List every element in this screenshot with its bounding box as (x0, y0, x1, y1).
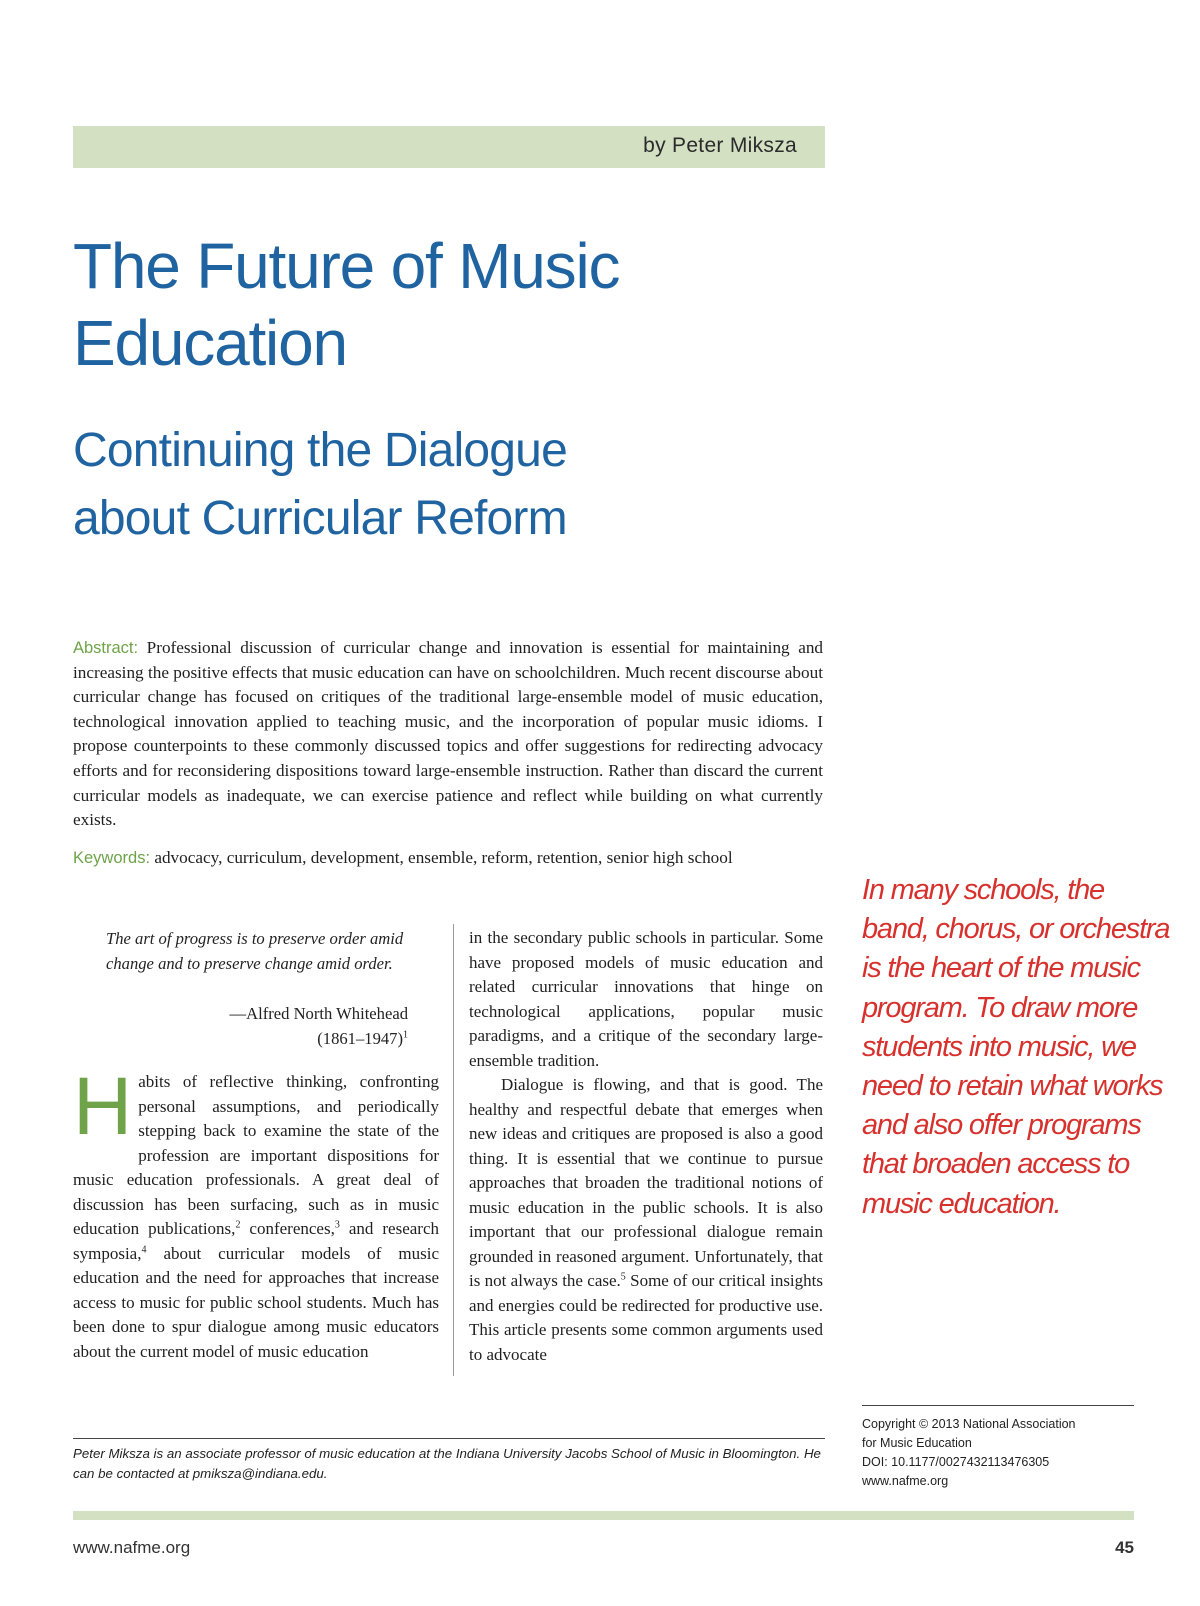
col1-text-d: about curricular models of music education and the need for approaches that increase access to music for public school students. Much has been done to spur dialogue among music educators about the current model of music education (73, 1243, 439, 1361)
footer-site: www.nafme.org (73, 1538, 191, 1557)
abstract (73, 636, 823, 833)
col1-text-c: and research symposia, (73, 1219, 440, 1263)
subtitle-line-2: about Curricular Reform (73, 492, 567, 545)
author-footnote: Peter Miksza is an associate professor of music education at the Indiana University Jacobs School of Music in Bloomington. He can be contacted at pmiksza@indiana.edu. (73, 1446, 821, 1481)
col2-paragraph-2 (469, 1073, 823, 1367)
epigraph-note: 1 (403, 1029, 408, 1041)
pull-quote: In many schools, the band, chorus, or orchestra is the heart of the music program. To draw more students into music, we need to retain what works and also offer programs that broaden access to music education. (862, 874, 1170, 1220)
keywords-text: advocacy, curriculum, development, ensemble, reform, retention, senior high school (154, 848, 733, 867)
epigraph-years-line (106, 1026, 408, 1051)
keywords (73, 846, 833, 870)
epigraph-years: (1861–1947) (317, 1029, 403, 1048)
footnote-ref-5: 5 (620, 1271, 626, 1283)
abstract-text: Professional discussion of curricular change and innovation is essential for maintaining and increasing the positive effects that music education can have on schoolchildren. Much recent discourse about curricular change has focused on critiques of the traditional large-ensemble model of music education, technological innovation applied to teaching music, and the incorporation of popular music idioms. I propose counterpoints to these commonly discussed topics and offer suggestions for redirecting advocacy efforts and for reconsidering dispositions toward large-ensemble instruction. Rather than discard the current curricular models as inadequate, we can exercise patience and reflect while building on what currently exists. (73, 638, 824, 830)
footnote-rule (73, 1438, 825, 1439)
byline: by Peter Miksza (643, 134, 797, 157)
byline-bar (73, 126, 825, 168)
title-line-2: Education (73, 307, 347, 379)
col2-paragraph-1: in the secondary public schools in particular. Some have proposed models of music education and related curricular innovations that hinge on technological applications, popular music paradigms, and a critique of the secondary large-ensemble tradition. (469, 928, 823, 1070)
copyright-line-2: for Music Education (862, 1436, 972, 1450)
col1-text-b: conferences, (240, 1219, 335, 1238)
subtitle-line-1: Continuing the Dialogue (73, 424, 567, 477)
drop-cap: H (73, 1061, 133, 1152)
col2-text-b: Some of our critical insights and energies could be redirected for productive use. This article presents some common arguments used to advocate (469, 1271, 823, 1364)
abstract-label: Abstract: (73, 639, 139, 657)
copyright-line-1: Copyright © 2013 National Association (862, 1417, 1076, 1431)
doi: DOI: 10.1177/0027432113476305 (862, 1455, 1050, 1469)
footnote-ref-4: 4 (141, 1243, 147, 1255)
article-title (73, 228, 833, 382)
column-divider (453, 924, 454, 1376)
col1-text-a: abits of reflective thinking, confronting personal assumptions, and periodically stepping back to examine the state of the profession are important dispositions for music education professionals. A great deal of discussion has been surfacing, such as in music education publications, (73, 1072, 439, 1238)
keywords-label: Keywords: (73, 849, 151, 867)
epigraph-attribution (106, 1001, 408, 1051)
body-column-1 (73, 1061, 440, 1364)
footnote-ref-3: 3 (334, 1219, 340, 1231)
footnote-ref-2: 2 (235, 1219, 241, 1231)
title-line-1: The Future of Music (73, 230, 620, 302)
page-number: 45 (1115, 1538, 1134, 1557)
epigraph-author: —Alfred North Whitehead (229, 1004, 408, 1023)
copyright-note (862, 1415, 1152, 1491)
footer-bar (73, 1511, 1134, 1520)
article-subtitle (73, 417, 833, 553)
col2-text-a: Dialogue is flowing, and that is good. The healthy and respectful debate that emerges when new ideas and critiques are proposed is also a good thing. It is essential that we continue to pursue approaches that broaden the traditional notions of music education in the public schools. It is also important that our professional dialogue remain grounded in reasoned argument. Unfortunately, that is not always the case. (469, 1075, 823, 1290)
sidenote-site: www.nafme.org (862, 1474, 949, 1488)
sidenote-rule (862, 1405, 1134, 1406)
body-column-2 (469, 926, 823, 1367)
epigraph-quote: The art of progress is to preserve order amid change and to preserve change amid order. (106, 929, 404, 973)
